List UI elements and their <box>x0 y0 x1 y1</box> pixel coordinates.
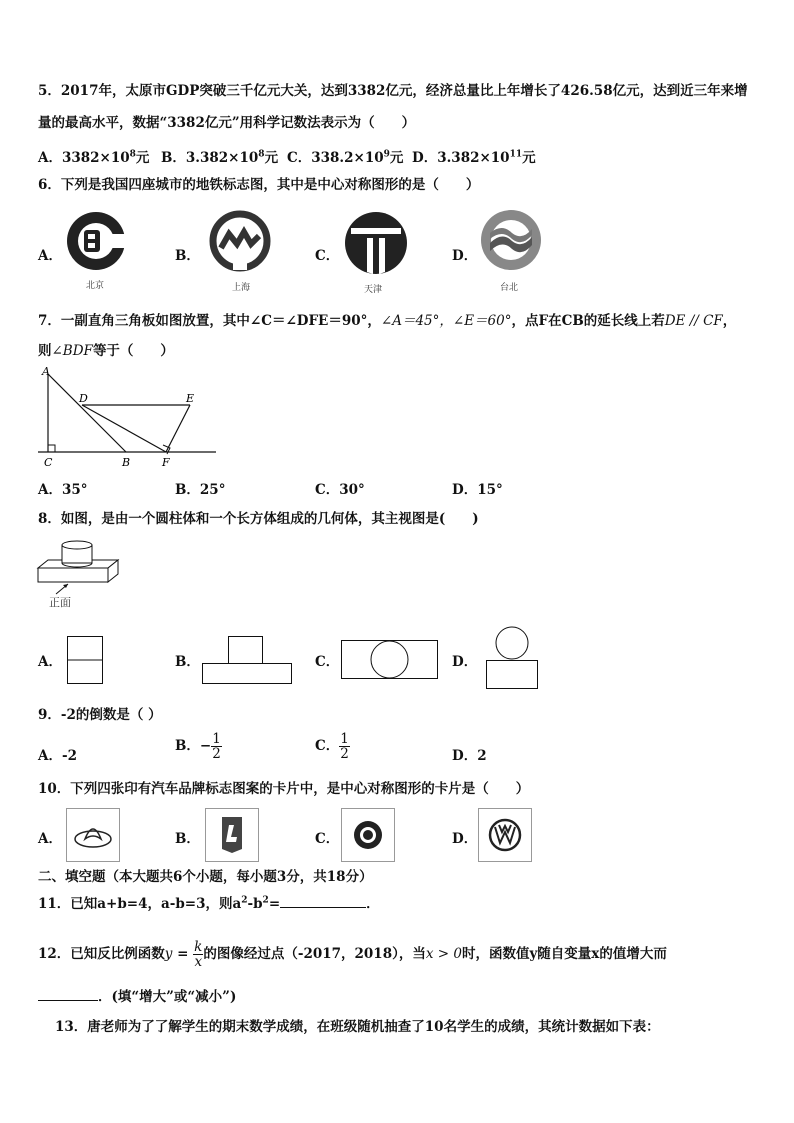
q11-answer-blank[interactable] <box>280 895 366 908</box>
q7-label-c: C <box>44 456 53 469</box>
q8-stem: 8．如图，是由一个圆柱体和一个长方体组成的几何体，其主视图是( ) <box>38 511 479 527</box>
q7-option-a: A．35° <box>38 482 88 498</box>
q8-option-d: D． <box>452 654 478 670</box>
q10-option-b: B． <box>175 831 200 847</box>
q8-view-a <box>67 636 103 684</box>
q6-option-a: A． <box>38 248 62 264</box>
q5-option-b: B．$3.382\times 10^8$元 <box>161 149 279 166</box>
q7-triangle-figure <box>38 364 218 474</box>
tianjin-metro-logo <box>343 210 409 276</box>
q6-caption-tianjin: 天津 <box>364 285 383 295</box>
q5-option-c: C．$338.2\times 10^9$元 <box>287 149 404 166</box>
q8-view-d <box>484 626 540 690</box>
q10-option-c: C． <box>315 831 340 847</box>
q8-option-a: A． <box>38 654 62 670</box>
q7-line1: 7．一副直角三角板如图放置，其中∠C＝∠DFE＝90°，∠A＝45°，∠E＝60°，点F在CB的延长线上若DE // CF， <box>38 313 737 329</box>
q8-option-b: B． <box>175 654 200 670</box>
q7-option-d: D．15° <box>452 482 503 498</box>
q7-option-c: C．30° <box>315 482 365 498</box>
q7-label-f: F <box>162 456 170 469</box>
q8-option-c: C． <box>315 654 340 670</box>
q7-label-d: D <box>79 392 88 405</box>
shanghai-metro-logo <box>207 210 273 272</box>
car-logo-a-icon <box>73 821 113 849</box>
car-logo-d-icon <box>488 818 522 852</box>
q9-option-b: B．− $\frac{1}{2}$ <box>175 731 221 762</box>
q9-stem: 9．-2的倒数是（ ） <box>38 707 162 723</box>
q8-front-label: 正面 <box>49 596 71 609</box>
q6-option-b: B． <box>175 248 200 264</box>
q12-answer-blank[interactable] <box>38 988 98 1001</box>
q6-caption-shanghai: 上海 <box>232 283 251 293</box>
taipei-metro-logo <box>478 207 544 273</box>
q9-option-d: D．2 <box>452 748 487 764</box>
q11-text: 11．已知a+b=4，a-b=3，则$a^2-b^2=$ ． <box>38 895 380 912</box>
q5-option-a: A．$3382\times 10^8$元 <box>38 149 150 166</box>
q7-line2: 则∠BDF等于（ ） <box>38 343 174 359</box>
q10-card-a <box>66 808 120 862</box>
q6-caption-beijing: 北京 <box>86 281 105 291</box>
q5-option-d: D．$3.382\times 10^{11}$元 <box>412 149 536 166</box>
q10-option-a: A． <box>38 831 62 847</box>
q5-line1: 5．2017年，太原市GDP突破三千亿元大关，达到3382亿元，经济总量比上年增长了426.58亿元，达到近三年来增 <box>38 83 748 99</box>
q10-card-d <box>478 808 532 862</box>
q8-solid-figure <box>36 540 126 596</box>
q5-line2: 量的最高水平，数据“3382亿元”用科学记数法表示为（ ） <box>38 115 416 131</box>
q10-card-b <box>205 808 259 862</box>
q12-line1: 12．已知反比例函数y = $\frac{k}{x}$ 的图像经过点（-2017，2018），当x > 0时，函数值y随自变量x的值增大而 <box>38 939 667 970</box>
q12-line2: ．(填“增大”或“减小”) <box>38 988 236 1006</box>
q7-label-a: A <box>42 365 50 378</box>
q8-view-b <box>202 636 292 684</box>
q7-option-b: B．25° <box>175 482 226 498</box>
q13-stem: 13．唐老师为了了解学生的期末数学成绩，在班级随机抽查了10名学生的成绩，其统计数据如下表： <box>55 1019 660 1035</box>
q10-stem: 10．下列四张印有汽车品牌标志图案的卡片中，是中心对称图形的卡片是（ ） <box>38 781 530 797</box>
q7-label-b: B <box>122 456 131 469</box>
section2-heading: 二、填空题（本大题共6个小题，每小题3分，共18分） <box>38 869 373 885</box>
q10-option-d: D． <box>452 831 478 847</box>
q9-option-c: C． $\frac{1}{2}$ <box>315 731 349 762</box>
car-logo-c-icon <box>350 817 386 853</box>
q9-option-a: A．-2 <box>38 748 77 764</box>
q6-stem: 6．下列是我国四座城市的地铁标志图，其中是中心对称图形的是（ ） <box>38 177 480 193</box>
car-logo-b-icon <box>218 815 246 855</box>
q6-caption-taipei: 台北 <box>500 283 519 293</box>
q7-label-e: E <box>186 392 195 405</box>
beijing-metro-logo <box>65 210 127 272</box>
q6-option-c: C． <box>315 248 340 264</box>
q8-view-c <box>341 640 439 680</box>
q6-option-d: D． <box>452 248 478 264</box>
q10-card-c <box>341 808 395 862</box>
